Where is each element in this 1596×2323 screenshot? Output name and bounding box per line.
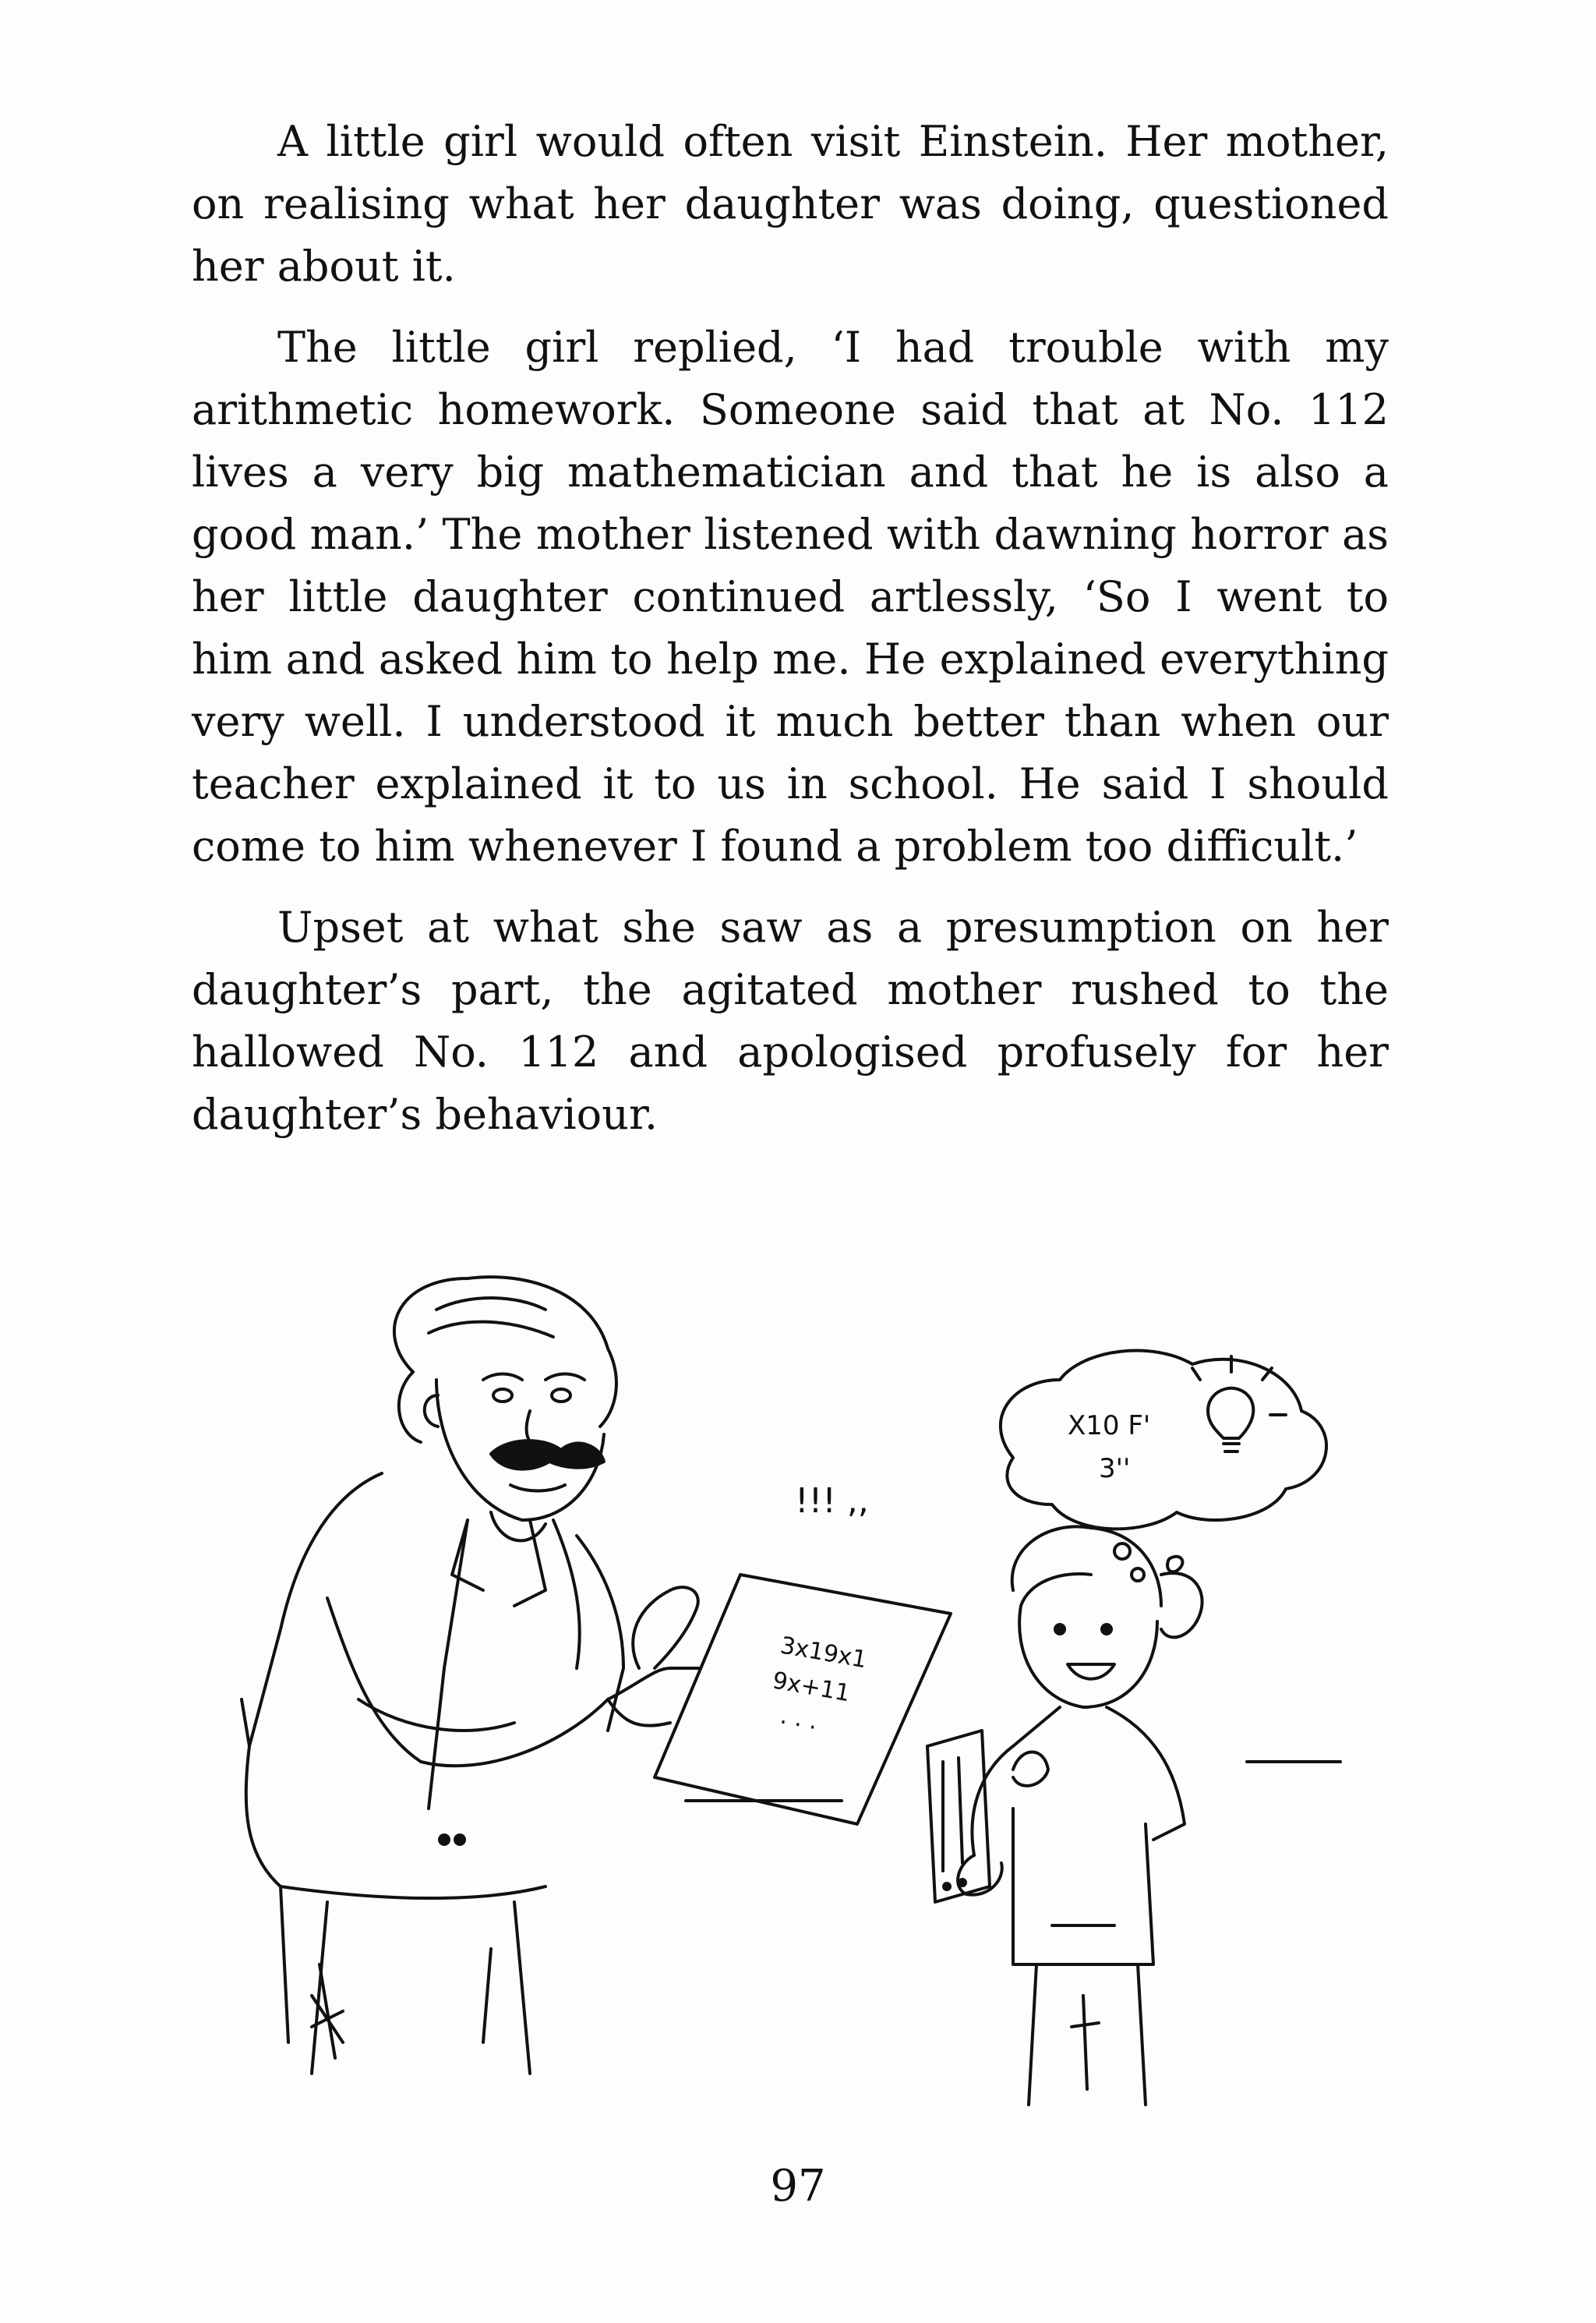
thought-text-2: 3'' [1099,1453,1131,1484]
homework-paper [655,1575,951,1824]
thought-text-1: X10 F' [1068,1410,1151,1441]
paragraph-2: The little girl replied, ‘I had trouble with my arithmetic homework. Someone said that at No. 112 lives a very big mathematician and that he is also a good man.’ The mother listened with dawning horror as her little daughter continued artlessly, ‘So I went to him and asked him to help me. He explained everything very well. I understood it much better than when our teacher explained it to us in school. He said I should come to him whenever I found a problem too difficult.’ [192,323,1389,871]
exclaim-marks: !!! ,, [795,1481,869,1521]
paragraph-1: A little girl would often visit Einstein. Her mother, on realising what her daughter was doing, questioned her about it. [192,117,1389,291]
thought-bubble [1001,1351,1326,1581]
body-text [192,111,1389,1165]
paper-text-1: 3x19x1 [778,1632,869,1674]
paragraph-3: Upset at what she saw as a presumption on her daughter’s part, the agitated mother rushed to the hallowed No. 112 and apologised profusely for her daughter’s behaviour. [192,903,1389,1139]
paper-text-2: 9x+11 [770,1667,853,1708]
page-number: 97 [770,2161,826,2212]
girl-figure [958,1526,1202,2105]
paper-text-3: . . . [778,1702,820,1736]
einstein-and-girl-illustration [234,1263,1372,2152]
